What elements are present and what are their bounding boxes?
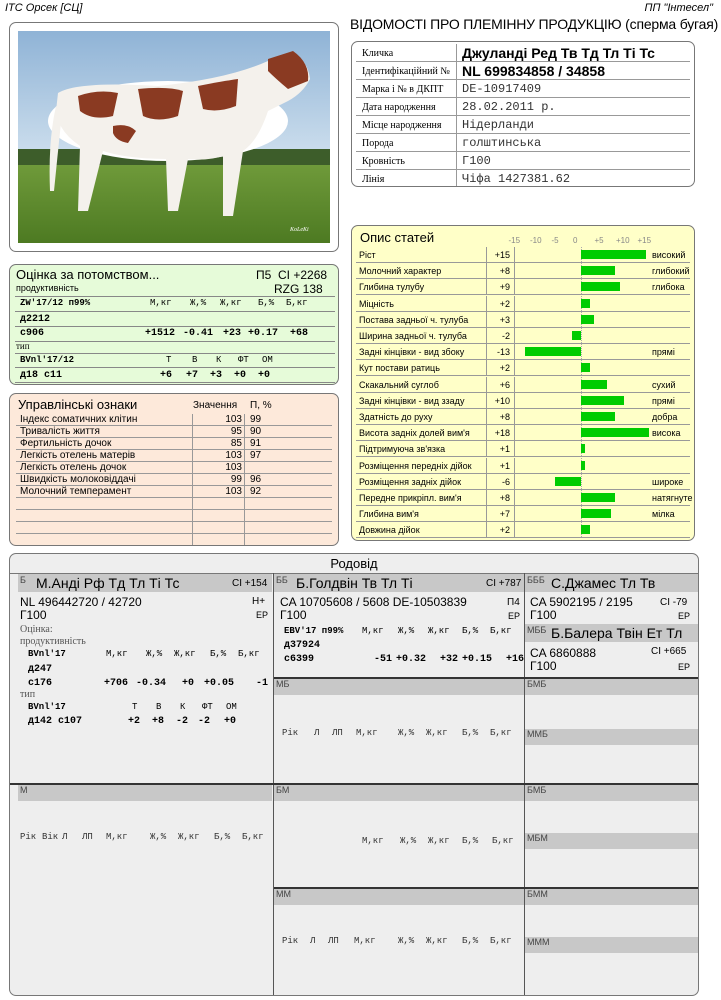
linear-value: +1 — [499, 460, 510, 471]
linear-value: +1 — [499, 444, 510, 455]
management-value: 103 — [225, 450, 242, 461]
bbb-blood: Г100 — [530, 608, 557, 622]
linear-bar — [581, 509, 611, 518]
management-row — [16, 450, 332, 462]
sire-prod-values: с176 +706 -0.34 +0 +0.05 -1 — [28, 678, 269, 689]
linear-name: Ріст — [359, 250, 376, 260]
type-value-v: +7 — [186, 370, 199, 381]
bb-blood: Г100 — [280, 608, 307, 622]
linear-name: Глибина вим'я — [359, 509, 419, 520]
management-col-value: Значення — [193, 400, 238, 411]
linear-value: -2 — [501, 331, 510, 341]
linear-bar — [581, 412, 615, 421]
linear-desc: високий — [652, 250, 686, 260]
scale-tick-label: +5 — [594, 236, 604, 245]
linear-bar — [525, 347, 581, 356]
linear-row — [356, 279, 690, 295]
management-name: Тривалість життя — [20, 426, 100, 437]
linear-row — [356, 312, 690, 328]
management-title: Управлінські ознаки — [18, 397, 138, 412]
linear-name: Ширина задньої ч. тулуба — [359, 331, 467, 341]
linear-value: +8 — [499, 412, 510, 422]
page-title: ВІДОМОСТІ ПРО ПЛЕМІННУ ПРОДУКЦІЮ (сперма бугая) — [350, 16, 719, 32]
info-label: Кличка — [362, 48, 394, 59]
info-row — [356, 152, 690, 170]
linear-row — [356, 458, 690, 474]
prod-header-mkg: М,кг — [150, 298, 172, 308]
progeny-ci: CI +2268 — [278, 268, 328, 282]
management-name: Легкість отелень дочок — [20, 462, 127, 473]
linear-value: +2 — [499, 298, 510, 309]
linear-desc: сухий — [652, 379, 676, 390]
pedigree-panel — [9, 553, 699, 996]
type-header-eval: BVnl'17/12 — [20, 355, 75, 365]
type-daughters: д18 с11 — [20, 370, 63, 381]
management-value: 103 — [225, 462, 242, 473]
prod-label: продуктивність — [16, 283, 79, 293]
info-value: NL 699834858 / 34858 — [462, 63, 605, 79]
linear-value: +2 — [499, 525, 510, 536]
linear-bar — [581, 444, 585, 453]
linear-bar — [581, 380, 607, 389]
bmm-header — [525, 889, 699, 905]
linear-row — [356, 441, 690, 457]
scale-tick-label: +10 — [616, 236, 630, 245]
sire-ep: EP — [256, 610, 269, 620]
info-label: Кровність — [362, 156, 405, 167]
type-header-t: Т — [166, 355, 172, 365]
bmb-tag: БМБ — [527, 679, 547, 689]
linear-value: +7 — [499, 509, 510, 520]
bmb2-tag: БМБ — [527, 785, 547, 795]
linear-row — [356, 490, 693, 506]
info-row — [356, 80, 690, 98]
linear-row — [356, 328, 690, 344]
management-pct: 92 — [250, 486, 262, 497]
mbb-blood: Г100 — [530, 659, 557, 673]
info-row — [356, 62, 690, 80]
management-name: Фертильність дочок — [20, 438, 112, 449]
mbb-name: Б.Балера Твін Ет Тл — [551, 625, 683, 641]
linear-bar — [581, 428, 649, 437]
sire-type-values: д142 с107 +2 +8 -2 -2 +0 — [28, 716, 237, 727]
mm-columns: Рік Л ЛП М,кг Ж,% Ж,кг Б,% Б,кг — [282, 936, 512, 946]
prod-header-prot-kg: Б,кг — [286, 298, 308, 308]
linear-bar — [581, 396, 624, 405]
photo-watermark: KoLeKi — [290, 227, 309, 233]
prod-value-mkg: +1512 — [145, 328, 176, 339]
management-row — [16, 522, 332, 534]
prod-values-row — [20, 328, 330, 340]
linear-row — [356, 506, 690, 522]
sire-prod-label: продуктивність — [20, 636, 86, 647]
management-pct: 99 — [250, 414, 262, 425]
linear-bar — [581, 266, 615, 275]
linear-panel — [351, 225, 695, 541]
mbb-ci: CI +665 — [651, 646, 687, 657]
sire-eval-label: Оцінка: — [20, 624, 53, 635]
prod-value-prot-kg: +68 — [290, 328, 309, 339]
info-row — [356, 170, 690, 187]
linear-name: Підтримуюча зв'язка — [359, 444, 446, 455]
mmm-tag: МММ — [527, 937, 550, 947]
linear-name: Міцність — [359, 298, 394, 309]
linear-value: +10 — [494, 395, 510, 406]
info-row — [356, 116, 690, 134]
linear-desc: прямі — [652, 347, 675, 358]
scale-tick-label: 0 — [573, 236, 578, 245]
linear-row — [356, 377, 690, 393]
sire-tag: Б — [20, 575, 26, 585]
linear-row — [356, 344, 690, 360]
management-pct: 97 — [250, 450, 262, 461]
linear-row — [356, 247, 690, 263]
bb-p: П4 — [507, 597, 520, 608]
scale-tick-label: +15 — [637, 236, 652, 245]
management-name: Молочний темперамент — [20, 486, 132, 497]
linear-name: Молочний характер — [359, 266, 442, 277]
linear-bar — [581, 461, 585, 470]
linear-bar — [581, 250, 646, 259]
info-row — [356, 134, 690, 152]
bmb2-header — [525, 785, 699, 801]
linear-name: Передне прикріпл. вим'я — [359, 493, 462, 503]
info-label: Марка і № в ДКПТ — [362, 84, 444, 95]
linear-value: +9 — [499, 282, 510, 293]
linear-bar — [555, 477, 581, 486]
linear-desc: глибокий — [652, 266, 690, 277]
mbb-id: CA 6860888 — [530, 646, 597, 660]
progeny-title: Оцінка за потомством... — [16, 267, 160, 282]
type-label: тип — [16, 341, 30, 351]
info-row — [356, 98, 690, 116]
linear-name: Довжина дійок — [359, 525, 420, 536]
scale-tick-label: -10 — [530, 236, 542, 245]
type-header-row — [20, 355, 330, 367]
mm-tag: ММ — [276, 889, 291, 899]
linear-bar — [581, 525, 590, 534]
linear-desc: мілка — [652, 509, 675, 520]
linear-desc: висока — [652, 428, 681, 439]
bbb-ep: EP — [678, 611, 691, 621]
prod-header-row — [20, 298, 330, 310]
linear-desc: прямі — [652, 395, 675, 406]
bm-tag: БМ — [276, 785, 290, 795]
bb-prod-d: д37924 — [284, 640, 321, 651]
header-right: ПП "Інтесел" — [644, 2, 713, 14]
type-values-row — [20, 370, 330, 382]
linear-bar — [581, 363, 590, 372]
linear-desc: натягнуте — [652, 493, 693, 503]
management-name: Легкість отелень матерів — [20, 450, 136, 461]
linear-row — [356, 263, 690, 279]
linear-value: +8 — [499, 266, 510, 277]
m-header — [18, 785, 272, 801]
linear-desc: глибока — [652, 282, 685, 293]
management-value: 103 — [225, 486, 242, 497]
info-value: голштинська — [462, 136, 542, 150]
cow-photo — [18, 31, 330, 243]
photo-frame — [9, 22, 339, 252]
management-pct: 96 — [250, 474, 262, 485]
linear-name: Кут постави ратиць — [359, 363, 440, 374]
linear-bar — [581, 282, 620, 291]
management-row — [16, 426, 332, 438]
linear-name: Висота задніх долей вим'я — [359, 428, 470, 439]
scale-tick-label: -5 — [551, 236, 559, 245]
management-pct: 91 — [250, 438, 262, 449]
mbb-ep: EP — [678, 662, 691, 672]
sire-ci: CI +154 — [232, 578, 268, 589]
bb-name: Б.Голдвін Тв Тл Ті — [296, 575, 413, 591]
info-label: Лінія — [362, 174, 385, 185]
management-panel — [9, 393, 339, 546]
pedigree-title: Родовід — [330, 556, 378, 571]
bbb-tag: БББ — [527, 575, 545, 585]
scale-tick-label: -15 — [508, 236, 521, 245]
prod-header-fat-kg: Ж,кг — [220, 298, 242, 308]
sire-id: NL 496442720 / 42720 — [20, 595, 142, 609]
type-header-k: К — [216, 355, 222, 365]
management-value: 103 — [225, 414, 242, 425]
bm-header — [274, 785, 524, 801]
mmb-header — [525, 729, 699, 745]
info-value: Джуланді Ред Тв Тд Тл Ті Тс — [462, 45, 655, 61]
type-value-ft: +0 — [234, 370, 247, 381]
progeny-p: П5 — [256, 268, 272, 282]
management-row — [16, 498, 332, 510]
prod-header-fat-pct: Ж,% — [190, 298, 207, 308]
management-name: Індекс соматичних клітин — [20, 414, 138, 425]
linear-row — [356, 296, 690, 312]
type-value-om: +0 — [258, 370, 271, 381]
management-name: Швидкість молоковіддачі — [20, 474, 136, 485]
info-value: Чіфа 1427381.62 — [462, 172, 571, 186]
linear-bar — [581, 299, 590, 308]
sire-type-header: BVnl'17 Т В К ФТ ОМ — [28, 702, 237, 712]
linear-name: Розміщення задніх дійок — [359, 476, 462, 487]
linear-bar — [581, 315, 594, 324]
linear-row — [356, 522, 690, 538]
linear-value: +2 — [499, 363, 510, 374]
linear-value: +15 — [494, 250, 510, 260]
management-row — [16, 438, 332, 450]
info-row — [356, 44, 690, 62]
linear-row — [356, 360, 690, 376]
linear-name: Скакальний суглоб — [359, 379, 439, 390]
sire-blood: Г100 — [20, 608, 47, 622]
bb-prod-values: с6399 -51 +0.32 +32 +0.15 +16 — [284, 654, 525, 665]
bb-id: CA 10705608 / 5608 DE-10503839 — [280, 595, 467, 609]
mbm-header — [525, 833, 699, 849]
sire-h: H+ — [252, 596, 266, 607]
bb-ci: CI +787 — [486, 578, 522, 589]
progeny-panel — [9, 264, 339, 385]
management-row — [16, 474, 332, 486]
m-columns: Рік Вік Л ЛП М,кг Ж,% Ж,кг Б,% Б,кг — [20, 832, 264, 842]
linear-bar — [572, 331, 581, 340]
type-header-v: В — [192, 355, 198, 365]
prod-value-fat-pct: -0.41 — [183, 328, 214, 339]
sire-prod-d: д247 — [28, 664, 53, 675]
sire-prod-header: BVnl'17 М,кг Ж,% Ж,кг Б,% Б,кг — [28, 649, 260, 659]
bbb-ci: CI -79 — [660, 597, 688, 608]
prod-value-fat-kg: +23 — [223, 328, 242, 339]
management-col-pct: П, % — [250, 400, 272, 411]
linear-value: +3 — [499, 314, 510, 325]
prod-herds: с906 — [20, 328, 45, 339]
linear-row — [356, 393, 690, 409]
linear-name: Розміщення передніх дійок — [359, 460, 472, 471]
linear-name: Постава задньої ч. тулуба — [359, 314, 469, 325]
linear-desc: добра — [652, 412, 678, 422]
info-label: Порода — [362, 138, 394, 149]
sire-name: М.Анді Рф Тд Тл Ті Тс — [36, 575, 180, 591]
management-value: 85 — [230, 438, 242, 449]
management-row — [16, 534, 332, 546]
management-row — [16, 462, 332, 474]
bm-columns: М,кг Ж,% Ж,кг Б,% Б,кг — [362, 836, 514, 846]
management-row — [16, 414, 332, 426]
mm-header — [274, 889, 524, 905]
linear-value: -13 — [496, 347, 510, 358]
linear-name: Глибина тулубу — [359, 282, 425, 293]
info-value: DE-10917409 — [462, 82, 542, 96]
linear-row — [356, 474, 690, 490]
management-pct: 90 — [250, 426, 262, 437]
type-header-ft: ФТ — [238, 355, 249, 365]
info-value: 28.02.2011 р. — [462, 100, 556, 114]
linear-value: +6 — [499, 379, 510, 390]
progeny-rzg: RZG 138 — [274, 282, 323, 296]
bb-prod-header: EBV'17 п99% М,кг Ж,% Ж,кг Б,% Б,кг — [284, 626, 512, 636]
bmb-header — [525, 679, 699, 695]
prod-header-eval: ZW'17/12 п99% — [20, 298, 91, 308]
info-value: Нідерланди — [462, 118, 535, 132]
mb-header — [274, 679, 524, 695]
bb-ep: EP — [508, 611, 521, 621]
linear-bar — [581, 493, 615, 502]
linear-value: +18 — [494, 428, 510, 439]
management-value: 99 — [230, 474, 242, 485]
linear-title: Опис статей — [360, 230, 435, 245]
linear-desc: широке — [652, 476, 684, 487]
type-header-om: ОМ — [262, 355, 273, 365]
prod-daughters: д2212 — [20, 314, 51, 325]
info-label: Дата народження — [362, 102, 436, 113]
prod-value-prot-pct: +0.17 — [248, 328, 279, 339]
prod-header-prot-pct: Б,% — [258, 298, 275, 308]
sire-type-label: тип — [20, 689, 36, 700]
info-value: Г100 — [462, 154, 491, 168]
mmm-header — [525, 937, 699, 953]
info-panel — [351, 41, 695, 187]
linear-value: -6 — [501, 476, 510, 487]
linear-row — [356, 425, 690, 441]
m-tag: М — [20, 785, 28, 795]
info-label: Ідентифікаційний № — [362, 66, 450, 77]
mb-tag: МБ — [276, 679, 290, 689]
linear-row — [356, 409, 690, 425]
management-row — [16, 486, 332, 498]
management-value: 95 — [230, 426, 242, 437]
linear-name: Здатність до руху — [359, 412, 433, 422]
bbb-id: CA 5902195 / 2195 — [530, 595, 633, 609]
info-label: Місце народження — [362, 120, 442, 131]
type-value-t: +6 — [160, 370, 173, 381]
linear-value: +8 — [499, 493, 510, 503]
type-value-k: +3 — [210, 370, 223, 381]
linear-name: Задні кінцівки - вид збоку — [359, 347, 465, 358]
mbm-tag: МБМ — [527, 833, 548, 843]
linear-name: Задні кінцівки - вид ззаду — [359, 395, 465, 406]
bb-tag: ББ — [276, 575, 288, 585]
header-left: ІТС Орсек [СЦ] — [5, 2, 83, 14]
bmm-tag: БММ — [527, 889, 548, 899]
bbb-name: С.Джамес Тл Тв — [551, 575, 656, 591]
mbb-tag: МББ — [527, 625, 547, 635]
mmb-tag: ММБ — [527, 729, 548, 739]
mb-columns: Рік Л ЛП М,кг Ж,% Ж,кг Б,% Б,кг — [282, 728, 512, 738]
management-row — [16, 510, 332, 522]
